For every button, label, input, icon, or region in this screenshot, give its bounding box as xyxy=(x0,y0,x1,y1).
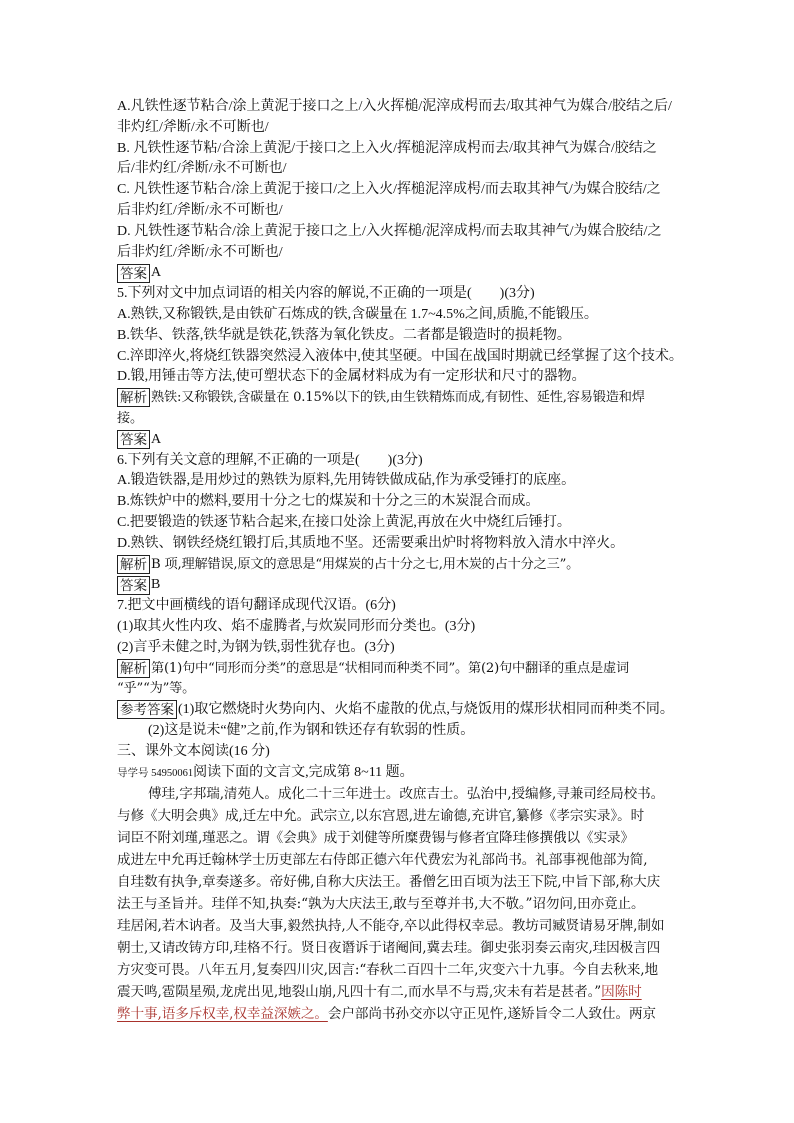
option-line: D. 凡铁性逐节粘合/涂上黄泥于接口之上/入火挥槌/泥滓成枵/而去取其神气/为媒合胶结/之 xyxy=(117,223,662,239)
q4-option-b xyxy=(117,139,707,181)
answer-tag: 答案 xyxy=(117,430,150,449)
passage-line: 珪居闲,若木讷者。及当大事,毅然执持,人不能夺,卒以此得权幸忌。教坊司臧贤请易牙牌,制如 xyxy=(117,918,665,935)
passage-line: 方灾变可畏。八年五月,复奏四川灾,因言:“春秋二百四十二年,灾变六十九事。今自去秋来,地 xyxy=(117,962,658,979)
option-line: 后/非灼红/斧断/永不可断也/ xyxy=(117,161,287,177)
answer-value: A xyxy=(151,265,162,281)
section-title: 三、课外文本阅读(16 分) xyxy=(117,743,270,759)
q4-option-c xyxy=(117,180,707,222)
q6-stem: 6.下列有关文意的理解,不正确的一项是( )(3分) xyxy=(117,452,423,468)
q7-analysis xyxy=(117,659,707,680)
q5-option-c: C.淬即淬火,将烧红铁器突然浸入液体中,使其坚硬。中国在战国时期就已经掌握了这个技术。 xyxy=(117,348,683,364)
analysis-tag: 解析 xyxy=(117,659,150,678)
q6-option-b: B.炼铁炉中的燃料,要用十分之七的煤炭和十分之三的木炭混合而成。 xyxy=(117,494,540,510)
passage-line: 词臣不附刘瑾,瑾恶之。谓《会典》成于刘健等所糜费锡与修者宜降珪修撰俄以《实录》 xyxy=(117,830,634,847)
passage-line: 傅珪,字邦瑞,清苑人。成化二十三年进士。改庶吉士。弘治中,授编修,寻兼司经局校书。 xyxy=(148,786,665,803)
section-instruction xyxy=(117,763,707,784)
q6-option-d: D.熟铁、钢铁经烧红锻打后,其质地不坚。还需要乘出炉时将物料放入清水中淬火。 xyxy=(117,535,625,551)
answer-value: A xyxy=(151,431,162,447)
q5-analysis xyxy=(117,388,707,409)
underlined-sentence: 弊十事,语多斥权幸,权幸益深嫉之。 xyxy=(117,1006,328,1023)
passage-line: 自珪数有执争,章奏遂多。帝好佛,自称大庆法王。番僧乞田百顷为法王下院,中旨下部,称大庆 xyxy=(117,874,661,891)
q5-option-b: B.铁华、铁落,铁华就是铁花,铁落为氧化铁皮。二者都是锻造时的损耗物。 xyxy=(117,327,571,343)
q5-option-a: A.熟铁,又称锻铁,是由铁矿石炼成的铁,含碳量在 1.7~4.5%之间,质脆,不能锻压。 xyxy=(117,306,598,322)
option-line: 后非灼红/斧断/永不可断也/ xyxy=(117,202,283,218)
analysis-tag: 解析 xyxy=(117,555,150,574)
exam-page xyxy=(117,97,707,1025)
option-line: 后非灼红/斧断/永不可断也/ xyxy=(117,244,283,260)
q5-answer xyxy=(117,430,707,451)
guide-number: 导学号 54950061 xyxy=(117,767,194,779)
q4-answer xyxy=(117,263,707,284)
passage-line xyxy=(117,1003,707,1025)
passage-text: 会户部尚书孙交亦以守正见忤,遂矫旨令二人致仕。两京 xyxy=(327,1006,656,1023)
passage-line: 法王与圣旨并。珪佯不知,执奏:“孰为大庆法王,敢与至尊并书,大不敬。”诏勿问,田亦竟止。 xyxy=(117,896,645,913)
classical-passage xyxy=(117,783,707,1025)
option-line: B. 凡铁性逐节粘/合涂上黄泥/于接口之上入火/挥槌泥滓成枵而去/取其神气为媒合/胶结之 xyxy=(117,140,657,156)
underlined-sentence: 因陈时 xyxy=(601,984,642,1001)
q7-reference-answer xyxy=(117,700,707,721)
q4-option-a xyxy=(117,97,707,139)
passage-text: 震天鸣,雹陨星殒,龙虎出见,地裂山崩,凡四十有二,而水旱不与焉,灾未有若是甚者。” xyxy=(117,984,602,1001)
answer-value: B xyxy=(151,577,161,593)
passage-line: 与修《大明会典》成,迁左中允。武宗立,以东宫恩,进左谕德,充讲官,纂修《孝宗实录》。时 xyxy=(117,808,645,825)
q5-option-d: D.锻,用锤击等方法,使可塑状态下的金属材料成为有一定形状和尺寸的器物。 xyxy=(117,369,586,385)
reference-answer-tag: 参考答案 xyxy=(117,700,177,719)
analysis-tag: 解析 xyxy=(117,388,150,407)
analysis-text: B 项,理解错误,原文的意思是“用煤炭的占十分之七,用木炭的占十分之三”。 xyxy=(151,556,580,572)
q7-reference-answer-cont: (2)这是说未“健”之前,作为钢和铁还存有软弱的性质。 xyxy=(148,722,475,738)
reference-answer-text: (1)取它燃烧时火势向内、火焰不虚散的优点,与烧饭用的煤形状相同而种类不同。 xyxy=(178,702,674,718)
passage-line: 朝士,又请改铸方印,珪格不行。贤日夜谮诉于诸阉间,冀去珪。御史张羽奏云南灾,珪因极言四 xyxy=(117,940,661,957)
q7-item-1: (1)取其火性内攻、焰不虚腾者,与炊炭同形而分类也。(3分) xyxy=(117,618,476,634)
q5-analysis-cont: 接。 xyxy=(117,410,143,426)
answer-tag: 答案 xyxy=(117,264,150,283)
q5-stem: 5.下列对文中加点词语的相关内容的解说,不正确的一项是( )(3分) xyxy=(117,286,535,302)
instruction-text: 阅读下面的文言文,完成第 8~11 题。 xyxy=(193,764,414,780)
option-line: 非灼红/斧断/永不可断也/ xyxy=(117,119,269,135)
option-line: A.凡铁性逐节粘合/涂上黄泥于接口之上/入火挥槌/泥滓成枵而去/取其神气为媒合/胶结之后/ xyxy=(117,99,672,114)
q6-answer xyxy=(117,575,707,596)
q6-option-c: C.把要锻造的铁逐节粘合起来,在接口处涂上黄泥,再放在火中烧红后锤打。 xyxy=(117,514,571,530)
q7-stem: 7.把文中画横线的语句翻译成现代汉语。(6分) xyxy=(117,598,396,614)
answer-tag: 答案 xyxy=(117,576,150,595)
q6-option-a: A.锻造铁器,是用炒过的熟铁为原料,先用铸铁做成砧,作为承受锤打的底座。 xyxy=(117,473,576,489)
q4-option-d xyxy=(117,222,707,264)
passage-line: 成进左中允再迁翰林学士历吏部左右侍郎正德六年代费宏为礼部尚书。礼部事视他部为简, xyxy=(117,852,648,869)
passage-line xyxy=(117,981,707,1003)
analysis-text: 第(1)句中“同形而分类”的意思是“状相同而种类不同”。第(2)句中翻译的重点是虚词 xyxy=(151,660,629,676)
option-line: C. 凡铁性逐节粘合/涂上黄泥于接口/之上入火/挥槌泥滓成枵/而去取其神气/为媒合胶结/之 xyxy=(117,182,661,198)
q7-item-2: (2)言乎未健之时,为钢为铁,弱性犹存也。(3分) xyxy=(117,639,395,655)
analysis-text: 熟铁:又称锻铁,含碳量在 0.15%以下的铁,由生铁精炼而成,有韧性、延性,容易锻造和焊 xyxy=(151,390,645,406)
q7-analysis-cont: “乎”“为”等。 xyxy=(117,681,196,697)
q6-analysis xyxy=(117,555,707,576)
